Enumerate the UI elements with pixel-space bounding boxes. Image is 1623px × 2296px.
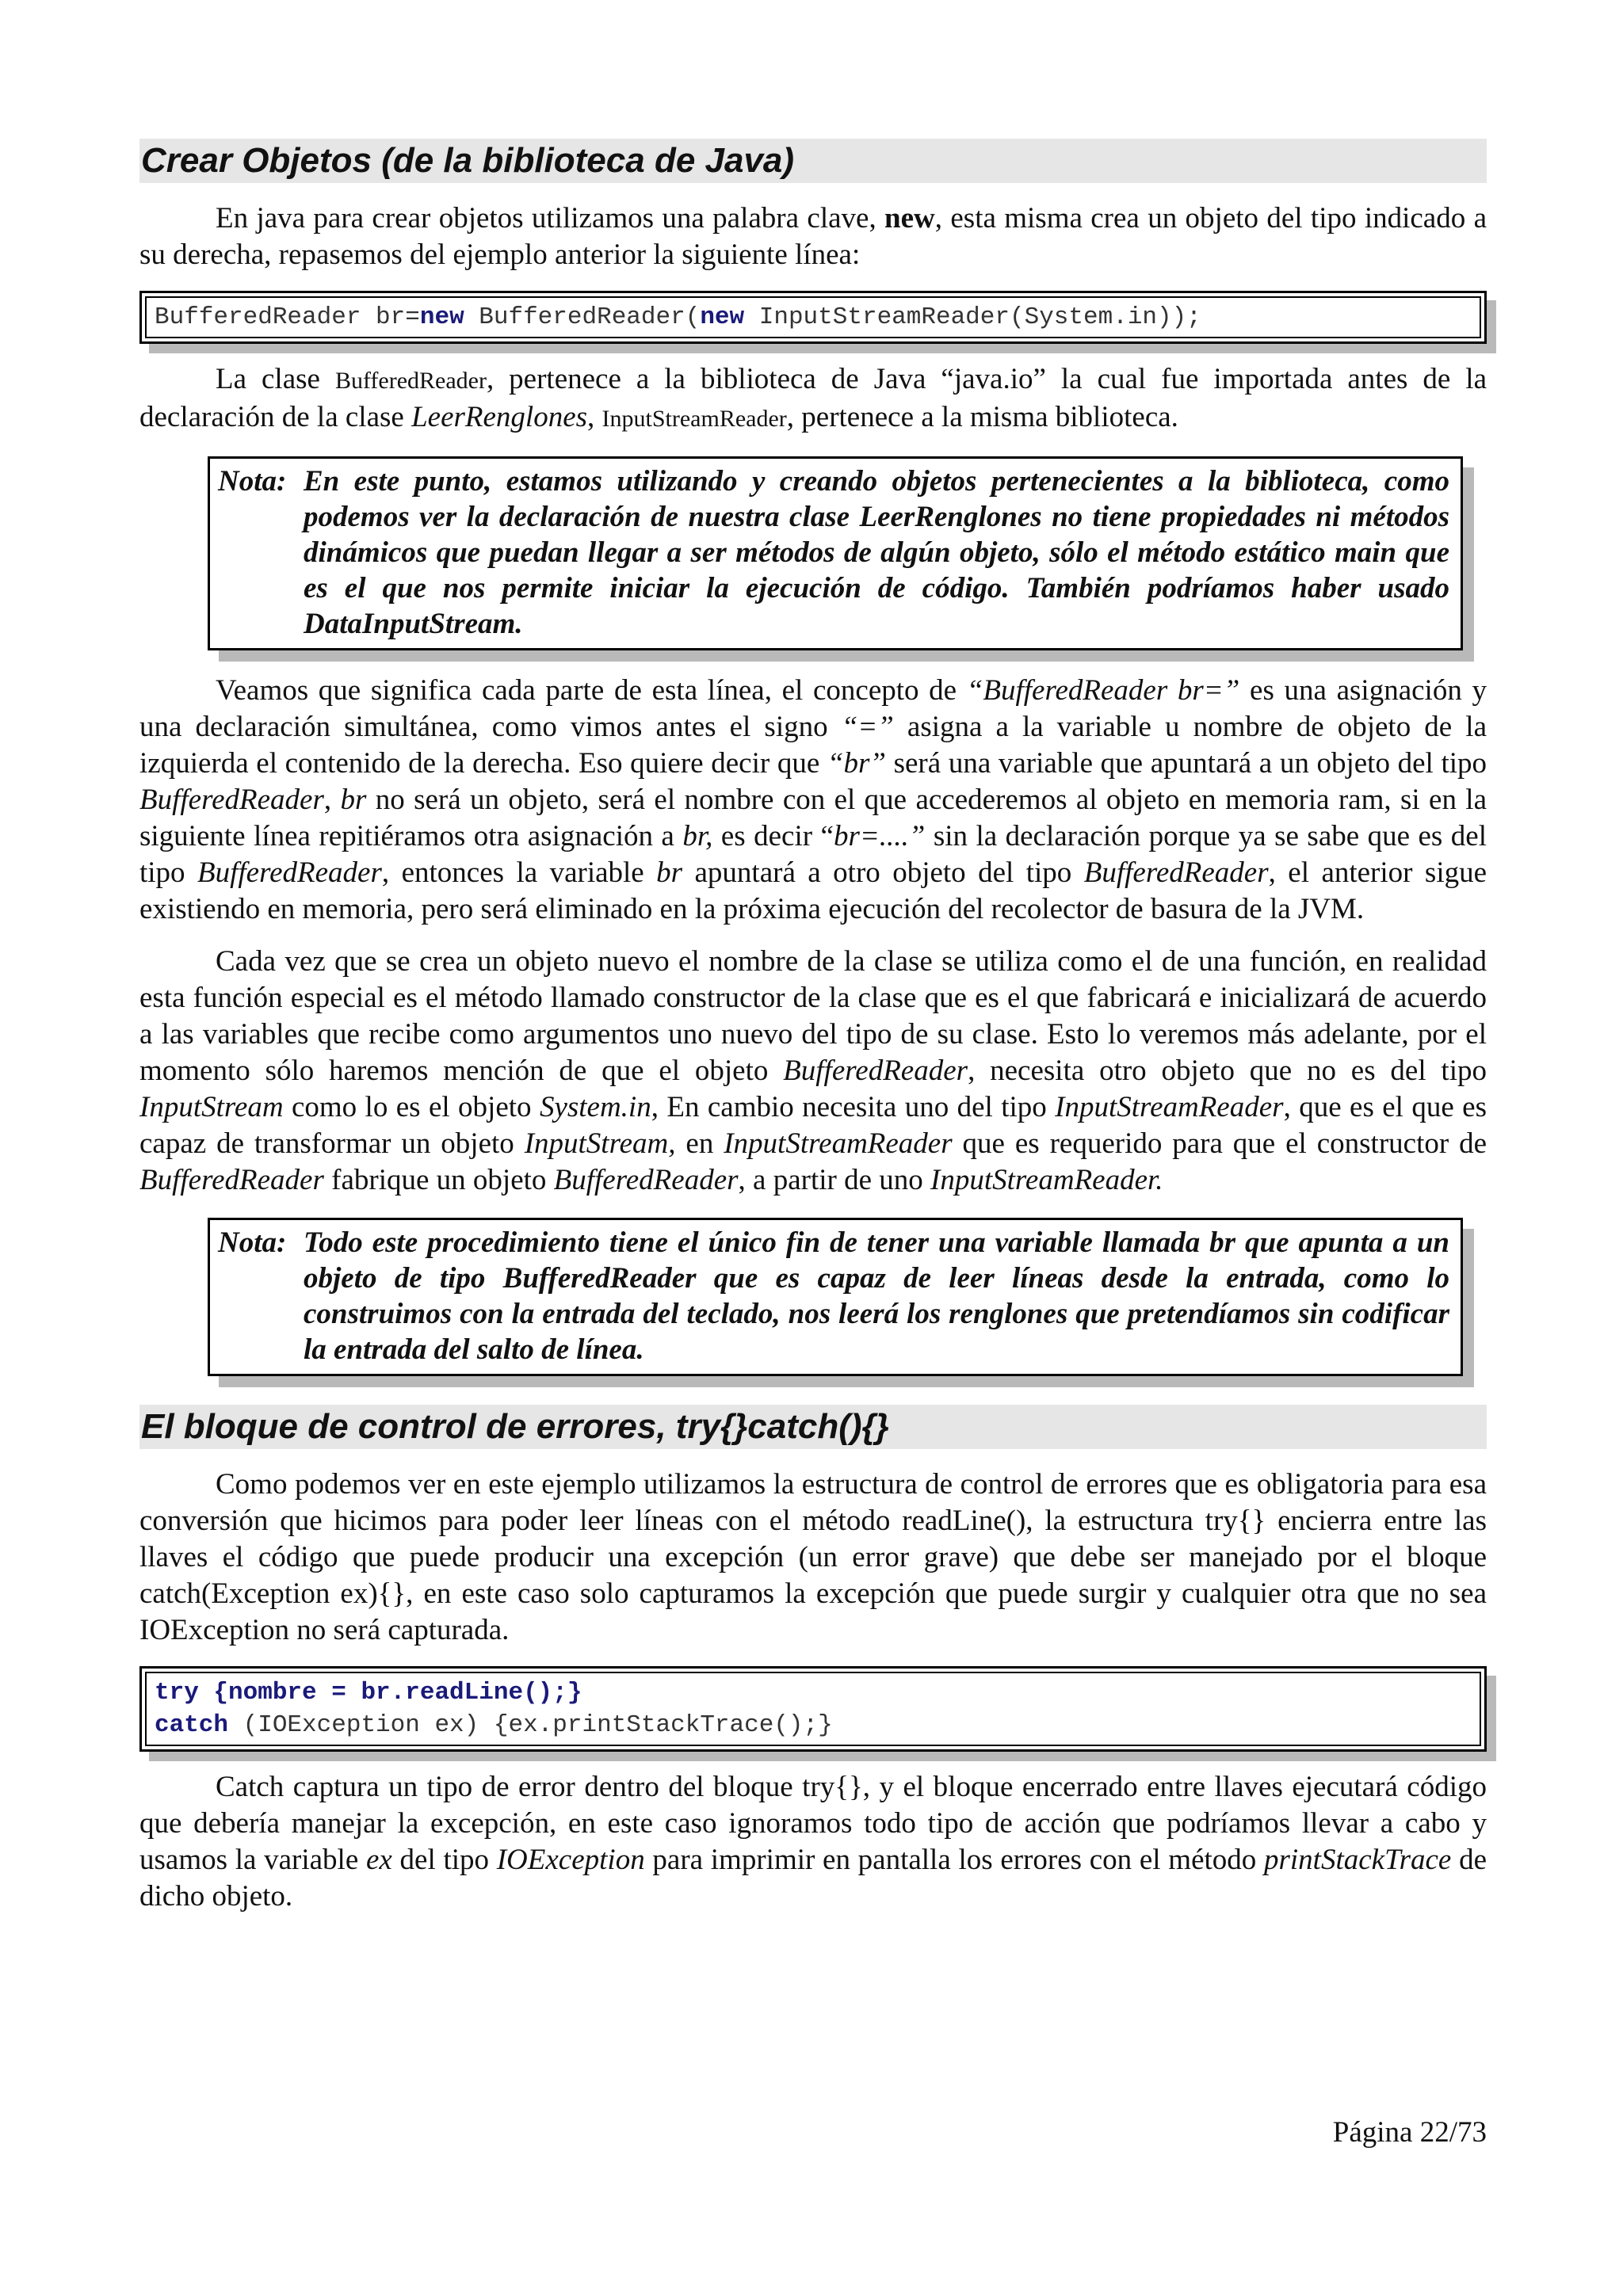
paragraph: Cada vez que se crea un objeto nuevo el nombre de la clase se utiliza como el de una función, en realidad esta función especial es el método llamado constructor de la clase que es el que fabricará e inicializará de acuerdo a las variables que recibe como argumentos uno nuevo del tipo de su clase. Esto lo veremos más adelante, por el momento sólo haremos mención de que el objeto BufferedReader, necesita otro objeto que no es del tipo InputStream como lo es el objeto System.in, En cambio necesita uno del tipo InputStreamReader, que es el que es capaz de transformar un objeto InputStream, en InputStreamReader que es requerido para que el constructor de BufferedReader fabrique un objeto BufferedReader, a partir de uno InputStreamReader. <box>139 945 1487 1196</box>
code-lines: try {nombre = br.readLine();} catch (IOException ex) {ex.printStackTrace();} <box>145 1672 1481 1746</box>
note-label: Nota: <box>218 465 287 498</box>
note-text: Todo este procedimiento tiene el único fin de tener una variable llamada br que apunta a un objeto de tipo BufferedReader que es capaz de leer líneas desde la entrada, como lo construimos con la entrada del teclado, nos leerá los renglones que pretendíamos sin codificar la entrada del salto de línea. <box>304 1226 1449 1366</box>
page-number: Página 22/73 <box>1332 2116 1487 2149</box>
note-box <box>208 456 1463 650</box>
note-label: Nota: <box>218 1226 287 1259</box>
section-title-bloque-control-errores: El bloque de control de errores, try{}catch(){} <box>139 1405 1487 1449</box>
paragraph: Como podemos ver en este ejemplo utilizamos la estructura de control de errores que es obligatoria para esa conversión que hicimos para poder leer líneas con el método readLine(), la estructura try{} encierra entre las llaves el código que puede producir una excepción (un error grave) que debe ser manejado por el bloque catch(Exception ex){}, en este caso solo capturamos la excepción que puede surgir y cualquier otra que no sea IOException no será capturada. <box>139 1468 1487 1646</box>
paragraph: En java para crear objetos utilizamos una palabra clave, new, esta misma crea un objeto del tipo indicado a su derecha, repasemos del ejemplo anterior la siguiente línea: <box>139 202 1487 271</box>
note-text: En este punto, estamos utilizando y creando objetos pertenecientes a la biblioteca, como podemos ver la declaración de nuestra clase LeerRenglones no tiene propiedades ni métodos dinámicos que puedan llegar a ser métodos de algún objeto, sólo el método estático main que es el que nos permite iniciar la ejecución de código. También podríamos haber usado DataInputStream. <box>304 465 1449 640</box>
code-line: BufferedReader br=new BufferedReader(new InputStreamReader(System.in)); <box>145 296 1481 338</box>
section-title-crear-objetos: Crear Objetos (de la biblioteca de Java) <box>139 139 1487 183</box>
paragraph: La clase BufferedReader, pertenece a la biblioteca de Java “java.io” la cual fue importada antes de la declaración de la clase LeerRenglones, InputStreamReader, pertenece a la misma biblioteca. <box>139 363 1487 433</box>
note-box <box>208 1218 1463 1376</box>
document-page <box>139 139 1487 1915</box>
code-block-try-catch <box>139 1666 1487 1752</box>
code-block-bufferedreader <box>139 291 1487 344</box>
paragraph: Veamos que significa cada parte de esta línea, el concepto de “BufferedReader br=” es una asignación y una declaración simultánea, como vimos antes el signo “=” asigna a la variable u nombre de objeto de la izquierda el contenido de la derecha. Eso quiere decir que “br” será una variable que apuntará a un objeto del tipo BufferedReader, br no será un objeto, será el nombre con el que accederemos al objeto en memoria ram, si en la siguiente línea repitiéramos otra asignación a br, es decir “br=....” sin la declaración porque ya se sabe que es del tipo BufferedReader, entonces la variable br apuntará a otro objeto del tipo BufferedReader, el anterior sigue existiendo en memoria, pero será eliminado en la próxima ejecución del recolector de basura de la JVM. <box>139 674 1487 925</box>
paragraph: Catch captura un tipo de error dentro del bloque try{}, y el bloque encerrado entre llaves ejecutará código que debería manejar la excepción, en este caso ignoramos todo tipo de acción que podríamos llevar a cabo y usamos la variable ex del tipo IOException para imprimir en pantalla los errores con el método printStackTrace de dicho objeto. <box>139 1771 1487 1913</box>
